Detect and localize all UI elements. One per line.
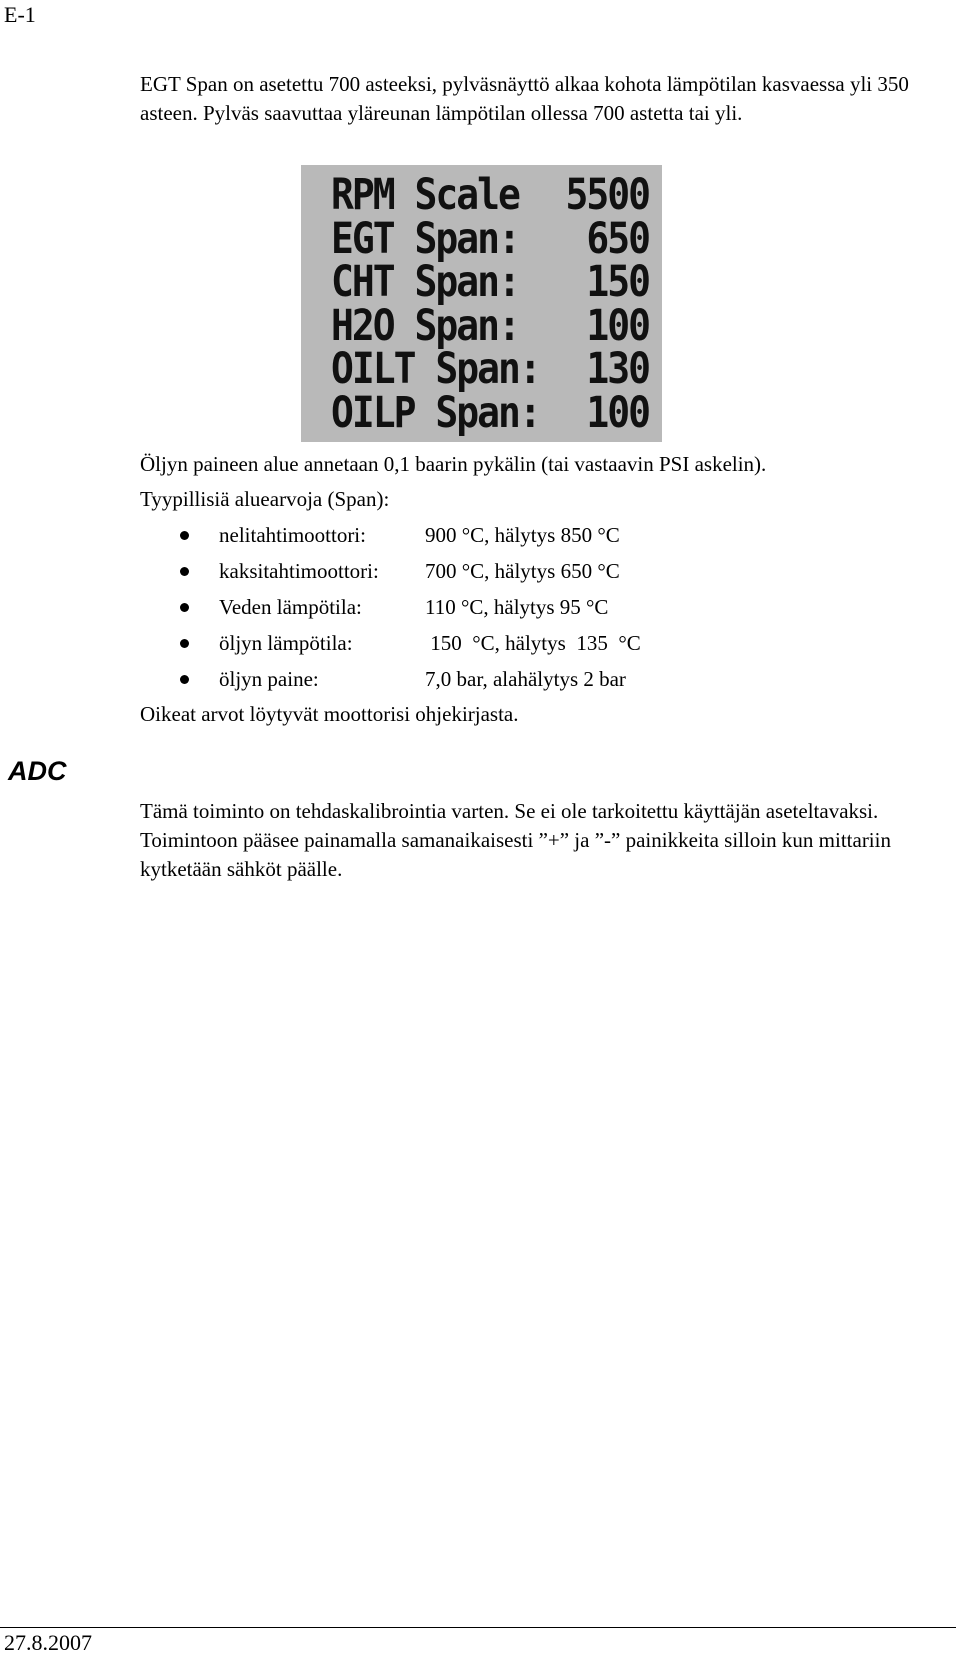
adc-paragraph: Tämä toiminto on tehdaskalibrointia varten. Se ei ole tarkoitettu käyttäjän aseteltavaksi. Toimintoon pääsee painamalla samanaikaisesti ”+” ja ”-” painikkeita silloin kun mittariin kytketään sähköt päälle. — [140, 799, 891, 881]
lcd-row-oilp-span — [331, 389, 649, 438]
list-item-value: 110 °C, hälytys 95 °C — [425, 595, 609, 619]
lcd-row-value: 150 — [586, 256, 649, 307]
list-item-label: öljyn lämpötila: — [219, 631, 353, 655]
lcd-row-label: RPM Scale — [331, 169, 519, 220]
list-item-value: 7,0 bar, alahälytys 2 bar — [425, 667, 626, 691]
oil-pressure-note: Öljyn paineen alue annetaan 0,1 baarin pykälin (tai vastaavin PSI askelin). — [140, 452, 767, 476]
lcd-row-value: 100 — [586, 387, 649, 437]
lcd-row-value: 650 — [586, 213, 649, 263]
list-item-label: kaksitahtimoottori: — [219, 559, 379, 583]
list-item — [140, 521, 641, 557]
list-item-label: nelitahtimoottori: — [219, 523, 366, 547]
intro-paragraph: EGT Span on asetettu 700 asteeksi, pylväsnäyttö alkaa kohota lämpötilan kasvaessa yli 350 asteen. Pylväs saavuttaa yläreunan lämpötilan ollessa 700 astetta tai yli. — [140, 72, 909, 125]
lcd-row-label: OILP Span: — [331, 387, 540, 437]
manual-reference-note: Oikeat arvot löytyvät moottorisi ohjekirjasta. — [140, 702, 519, 726]
lcd-display-image — [301, 165, 662, 442]
bullet-icon — [180, 531, 189, 540]
page-date: 27.8.2007 — [4, 1630, 92, 1655]
list-item — [140, 593, 641, 629]
lcd-row-label: OILT Span: — [331, 343, 540, 394]
list-item-value: 900 °C, hälytys 850 °C — [425, 523, 620, 547]
bullet-icon — [180, 567, 189, 576]
lcd-row-rpm-scale — [331, 171, 649, 220]
lcd-row-value: 130 — [586, 343, 649, 394]
lcd-row-oilt-span — [331, 345, 649, 394]
lcd-row-value: 5500 — [565, 169, 649, 220]
bullet-icon — [180, 639, 189, 648]
typical-values-title: Tyypillisiä aluearvoja (Span): — [140, 487, 390, 511]
list-item-label: öljyn paine: — [219, 667, 319, 691]
list-item — [140, 557, 641, 593]
lcd-row-label: CHT Span: — [331, 256, 519, 307]
list-item-value: 700 °C, hälytys 650 °C — [425, 559, 620, 583]
lcd-row-cht-span — [331, 258, 649, 307]
lcd-row-value: 100 — [586, 300, 649, 350]
section-heading-adc: ADC — [8, 756, 67, 786]
list-item-label: Veden lämpötila: — [219, 595, 362, 619]
footer-divider — [0, 1627, 956, 1628]
list-item — [140, 665, 641, 701]
typical-values-list — [140, 521, 641, 701]
lcd-row-label: EGT Span: — [331, 213, 519, 263]
page-number: E-1 — [4, 2, 36, 27]
list-item-value: 150 °C, hälytys 135 °C — [425, 631, 641, 655]
list-item — [140, 629, 641, 665]
lcd-row-label: H2O Span: — [331, 300, 519, 350]
bullet-icon — [180, 603, 189, 612]
bullet-icon — [180, 675, 189, 684]
